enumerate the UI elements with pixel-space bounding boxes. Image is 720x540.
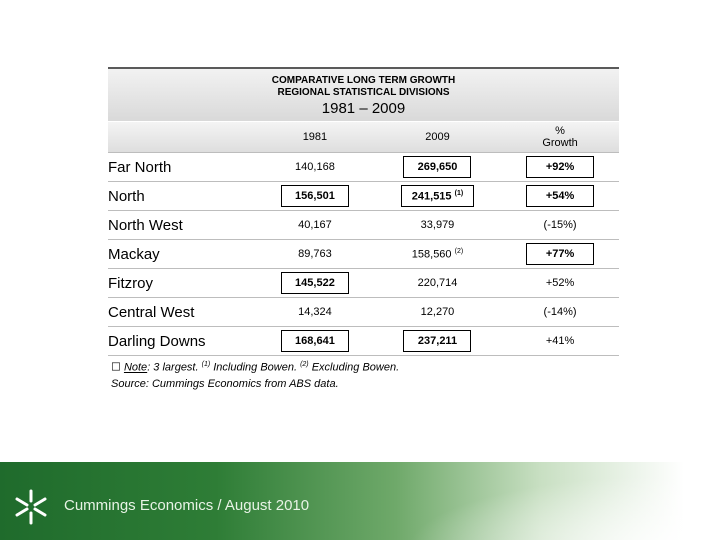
title-year-range: 1981 – 2009 [321, 100, 406, 117]
table-row [108, 327, 619, 356]
note-text-a: : 3 largest. [147, 361, 199, 374]
cummings-logo-icon [14, 487, 48, 527]
table-row [108, 240, 619, 269]
table-row [108, 182, 619, 211]
value-1981: 145,522 [256, 269, 374, 298]
footer-decoration [360, 462, 720, 540]
value-growth: +92% [501, 153, 619, 182]
growth-table [108, 122, 619, 356]
value-growth: +77% [501, 240, 619, 269]
table-header-row [108, 122, 619, 153]
table-title-band [108, 67, 619, 121]
note-sup-1: (1) [201, 361, 211, 368]
value-growth: (-15%) [501, 211, 619, 240]
footnote-line [111, 357, 399, 376]
header-growth: % Growth [501, 122, 619, 153]
footer-caption: Cummings Economics / August 2010 [64, 497, 310, 514]
region-name: North [108, 182, 256, 211]
header-2009: 2009 [374, 122, 501, 153]
value-1981: 89,763 [256, 240, 374, 269]
region-name: Far North [108, 153, 256, 182]
value-growth: (-14%) [501, 298, 619, 327]
note-text-c: Excluding Bowen. [308, 361, 400, 374]
note-text-b: Including Bowen. [210, 361, 298, 374]
value-1981: 156,501 [256, 182, 374, 211]
value-growth: +41% [501, 327, 619, 356]
value-1981: 168,641 [256, 327, 374, 356]
value-2009: 269,650 [374, 153, 501, 182]
header-1981: 1981 [256, 122, 374, 153]
region-name: Mackay [108, 240, 256, 269]
footnote-marker: (2) [454, 247, 464, 255]
title-line-2: REGIONAL STATISTICAL DIVISIONS [277, 87, 450, 98]
region-name: Central West [108, 298, 256, 327]
value-growth: +52% [501, 269, 619, 298]
table-row [108, 211, 619, 240]
value-2009: 158,560 $^{(2)}$ [374, 240, 501, 269]
value-2009: 220,714 [374, 269, 501, 298]
header-region [108, 122, 256, 153]
table-row [108, 269, 619, 298]
value-1981: 140,168 [256, 153, 374, 182]
value-1981: 14,324 [256, 298, 374, 327]
note-label: Note [123, 361, 148, 374]
value-2009: 33,979 [374, 211, 501, 240]
source-line: Source: Cummings Economics from ABS data. [111, 377, 339, 390]
value-2009: 12,270 [374, 298, 501, 327]
region-name: Fitzroy [108, 269, 256, 298]
region-name: North West [108, 211, 256, 240]
checkbox-glyph-icon: ☐ [111, 361, 121, 374]
footnote-marker: (1) [454, 189, 464, 197]
title-line-1: COMPARATIVE LONG TERM GROWTH [271, 75, 456, 86]
value-1981: 40,167 [256, 211, 374, 240]
table-row [108, 153, 619, 182]
value-2009: 237,211 [374, 327, 501, 356]
table-footnote [111, 357, 399, 392]
region-name: Darling Downs [108, 327, 256, 356]
table-row [108, 298, 619, 327]
note-sup-2: (2) [300, 361, 309, 368]
value-growth: +54% [501, 182, 619, 211]
value-2009: 241,515 $^{(1)}$ [374, 182, 501, 211]
